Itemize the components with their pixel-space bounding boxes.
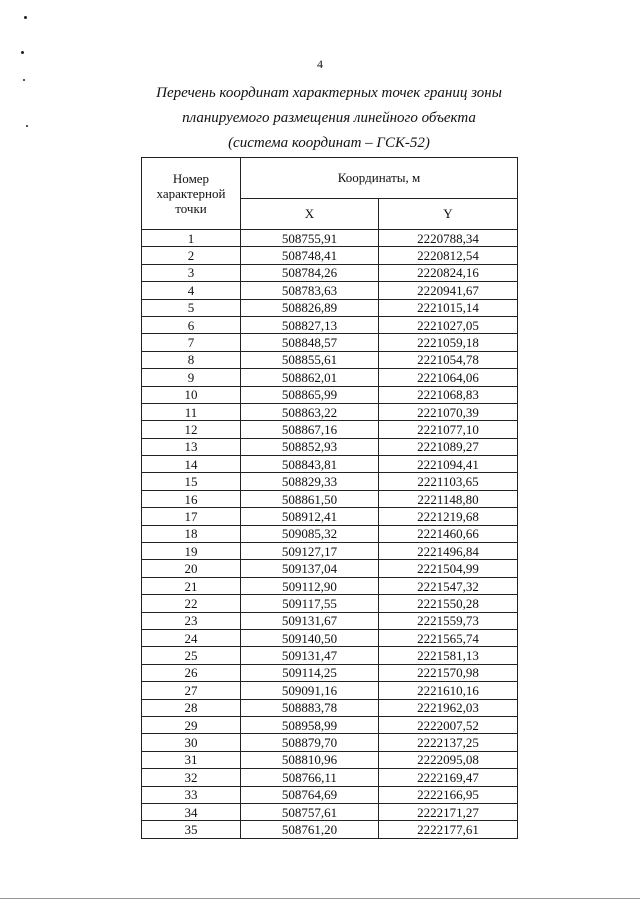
cell-point-number: 6 (142, 316, 241, 333)
cell-x: 508879,70 (241, 734, 379, 751)
table-row (142, 803, 518, 820)
cell-x: 508826,89 (241, 299, 379, 316)
table-row (142, 508, 518, 525)
table-row (142, 647, 518, 664)
table-row (142, 421, 518, 438)
cell-y: 2222166,95 (379, 786, 518, 803)
cell-y: 2222177,61 (379, 821, 518, 838)
table-row (142, 716, 518, 733)
cell-y: 2221570,98 (379, 664, 518, 681)
cell-y: 2220941,67 (379, 282, 518, 299)
cell-y: 2221219,68 (379, 508, 518, 525)
cell-point-number: 16 (142, 490, 241, 507)
cell-point-number: 8 (142, 351, 241, 368)
table-row (142, 438, 518, 455)
cell-x: 508761,20 (241, 821, 379, 838)
table-row (142, 247, 518, 264)
cell-point-number: 26 (142, 664, 241, 681)
cell-x: 508764,69 (241, 786, 379, 803)
table-row (142, 334, 518, 351)
cell-y: 2221059,18 (379, 334, 518, 351)
cell-x: 508852,93 (241, 438, 379, 455)
header-x: X (241, 199, 379, 230)
scan-speck (24, 16, 27, 19)
cell-x: 509137,04 (241, 560, 379, 577)
cell-x: 508883,78 (241, 699, 379, 716)
cell-y: 2221054,78 (379, 351, 518, 368)
cell-x: 508912,41 (241, 508, 379, 525)
cell-point-number: 22 (142, 595, 241, 612)
cell-y: 2220812,54 (379, 247, 518, 264)
cell-point-number: 9 (142, 369, 241, 386)
scan-speck (21, 51, 24, 54)
table-row (142, 769, 518, 786)
cell-point-number: 20 (142, 560, 241, 577)
cell-x: 508843,81 (241, 456, 379, 473)
cell-point-number: 18 (142, 525, 241, 542)
scan-edge-line (0, 898, 640, 899)
cell-point-number: 35 (142, 821, 241, 838)
table-row (142, 734, 518, 751)
cell-point-number: 3 (142, 264, 241, 281)
table-row (142, 386, 518, 403)
cell-x: 508827,13 (241, 316, 379, 333)
table-row (142, 282, 518, 299)
cell-y: 2222095,08 (379, 751, 518, 768)
cell-x: 508748,41 (241, 247, 379, 264)
cell-y: 2221064,06 (379, 369, 518, 386)
cell-y: 2222007,52 (379, 716, 518, 733)
table-row (142, 473, 518, 490)
cell-x: 508867,16 (241, 421, 379, 438)
cell-y: 2221094,41 (379, 456, 518, 473)
cell-point-number: 21 (142, 577, 241, 594)
title-line-2: планируемого размещения линейного объекта (182, 110, 476, 126)
table-row (142, 577, 518, 594)
cell-y: 2220824,16 (379, 264, 518, 281)
cell-point-number: 29 (142, 716, 241, 733)
cell-point-number: 24 (142, 629, 241, 646)
header-coordinates: Координаты, м (241, 158, 518, 199)
cell-point-number: 19 (142, 543, 241, 560)
coordinates-table (141, 157, 518, 839)
cell-x: 508784,26 (241, 264, 379, 281)
table-row (142, 369, 518, 386)
cell-point-number: 34 (142, 803, 241, 820)
cell-x: 508855,61 (241, 351, 379, 368)
header-y: Y (379, 199, 518, 230)
cell-point-number: 25 (142, 647, 241, 664)
cell-x: 508757,61 (241, 803, 379, 820)
table-row (142, 490, 518, 507)
cell-y: 2221148,80 (379, 490, 518, 507)
cell-y: 2221962,03 (379, 699, 518, 716)
cell-x: 509114,25 (241, 664, 379, 681)
cell-point-number: 30 (142, 734, 241, 751)
table-row (142, 264, 518, 281)
table-row (142, 821, 518, 838)
cell-y: 2221077,10 (379, 421, 518, 438)
table-row (142, 682, 518, 699)
table-row (142, 456, 518, 473)
cell-point-number: 28 (142, 699, 241, 716)
cell-point-number: 2 (142, 247, 241, 264)
cell-y: 2222171,27 (379, 803, 518, 820)
table-row (142, 316, 518, 333)
cell-point-number: 5 (142, 299, 241, 316)
cell-x: 509127,17 (241, 543, 379, 560)
table-row (142, 525, 518, 542)
table-row (142, 230, 518, 247)
cell-x: 509117,55 (241, 595, 379, 612)
cell-x: 509131,67 (241, 612, 379, 629)
cell-point-number: 4 (142, 282, 241, 299)
cell-y: 2221027,05 (379, 316, 518, 333)
table-row (142, 299, 518, 316)
cell-x: 509085,32 (241, 525, 379, 542)
cell-x: 508865,99 (241, 386, 379, 403)
cell-x: 508829,33 (241, 473, 379, 490)
table-row (142, 560, 518, 577)
table-row (142, 351, 518, 368)
cell-y: 2221103,65 (379, 473, 518, 490)
cell-x: 508848,57 (241, 334, 379, 351)
cell-point-number: 13 (142, 438, 241, 455)
cell-y: 2221550,28 (379, 595, 518, 612)
cell-point-number: 14 (142, 456, 241, 473)
table-row (142, 664, 518, 681)
cell-x: 509131,47 (241, 647, 379, 664)
cell-y: 2221504,99 (379, 560, 518, 577)
cell-x: 508783,63 (241, 282, 379, 299)
cell-point-number: 11 (142, 403, 241, 420)
table-row (142, 699, 518, 716)
cell-point-number: 23 (142, 612, 241, 629)
cell-y: 2222169,47 (379, 769, 518, 786)
cell-x: 508862,01 (241, 369, 379, 386)
table-row (142, 543, 518, 560)
document-title (0, 81, 640, 156)
cell-point-number: 33 (142, 786, 241, 803)
cell-y: 2222137,25 (379, 734, 518, 751)
cell-y: 2221559,73 (379, 612, 518, 629)
cell-y: 2220788,34 (379, 230, 518, 247)
cell-point-number: 17 (142, 508, 241, 525)
cell-point-number: 15 (142, 473, 241, 490)
cell-y: 2221565,74 (379, 629, 518, 646)
cell-x: 508755,91 (241, 230, 379, 247)
cell-point-number: 32 (142, 769, 241, 786)
cell-point-number: 10 (142, 386, 241, 403)
cell-point-number: 27 (142, 682, 241, 699)
table-row (142, 612, 518, 629)
table-row (142, 751, 518, 768)
cell-x: 508958,99 (241, 716, 379, 733)
cell-y: 2221460,66 (379, 525, 518, 542)
header-point-number: Номер характерной точки (142, 158, 241, 230)
cell-x: 509091,16 (241, 682, 379, 699)
cell-x: 508863,22 (241, 403, 379, 420)
cell-point-number: 7 (142, 334, 241, 351)
table-row (142, 595, 518, 612)
cell-x: 509140,50 (241, 629, 379, 646)
cell-y: 2221015,14 (379, 299, 518, 316)
title-line-1: Перечень координат характерных точек границ зоны (156, 85, 502, 101)
cell-x: 508810,96 (241, 751, 379, 768)
cell-y: 2221068,83 (379, 386, 518, 403)
table-row (142, 403, 518, 420)
cell-y: 2221610,16 (379, 682, 518, 699)
page-number: 4 (317, 57, 323, 71)
cell-x: 509112,90 (241, 577, 379, 594)
cell-y: 2221581,13 (379, 647, 518, 664)
table-row (142, 786, 518, 803)
cell-point-number: 31 (142, 751, 241, 768)
cell-x: 508766,11 (241, 769, 379, 786)
table-row (142, 629, 518, 646)
cell-y: 2221496,84 (379, 543, 518, 560)
cell-point-number: 1 (142, 230, 241, 247)
cell-y: 2221089,27 (379, 438, 518, 455)
cell-point-number: 12 (142, 421, 241, 438)
cell-y: 2221070,39 (379, 403, 518, 420)
cell-x: 508861,50 (241, 490, 379, 507)
cell-y: 2221547,32 (379, 577, 518, 594)
title-line-3: (система координат – ГСК-52) (228, 135, 430, 151)
